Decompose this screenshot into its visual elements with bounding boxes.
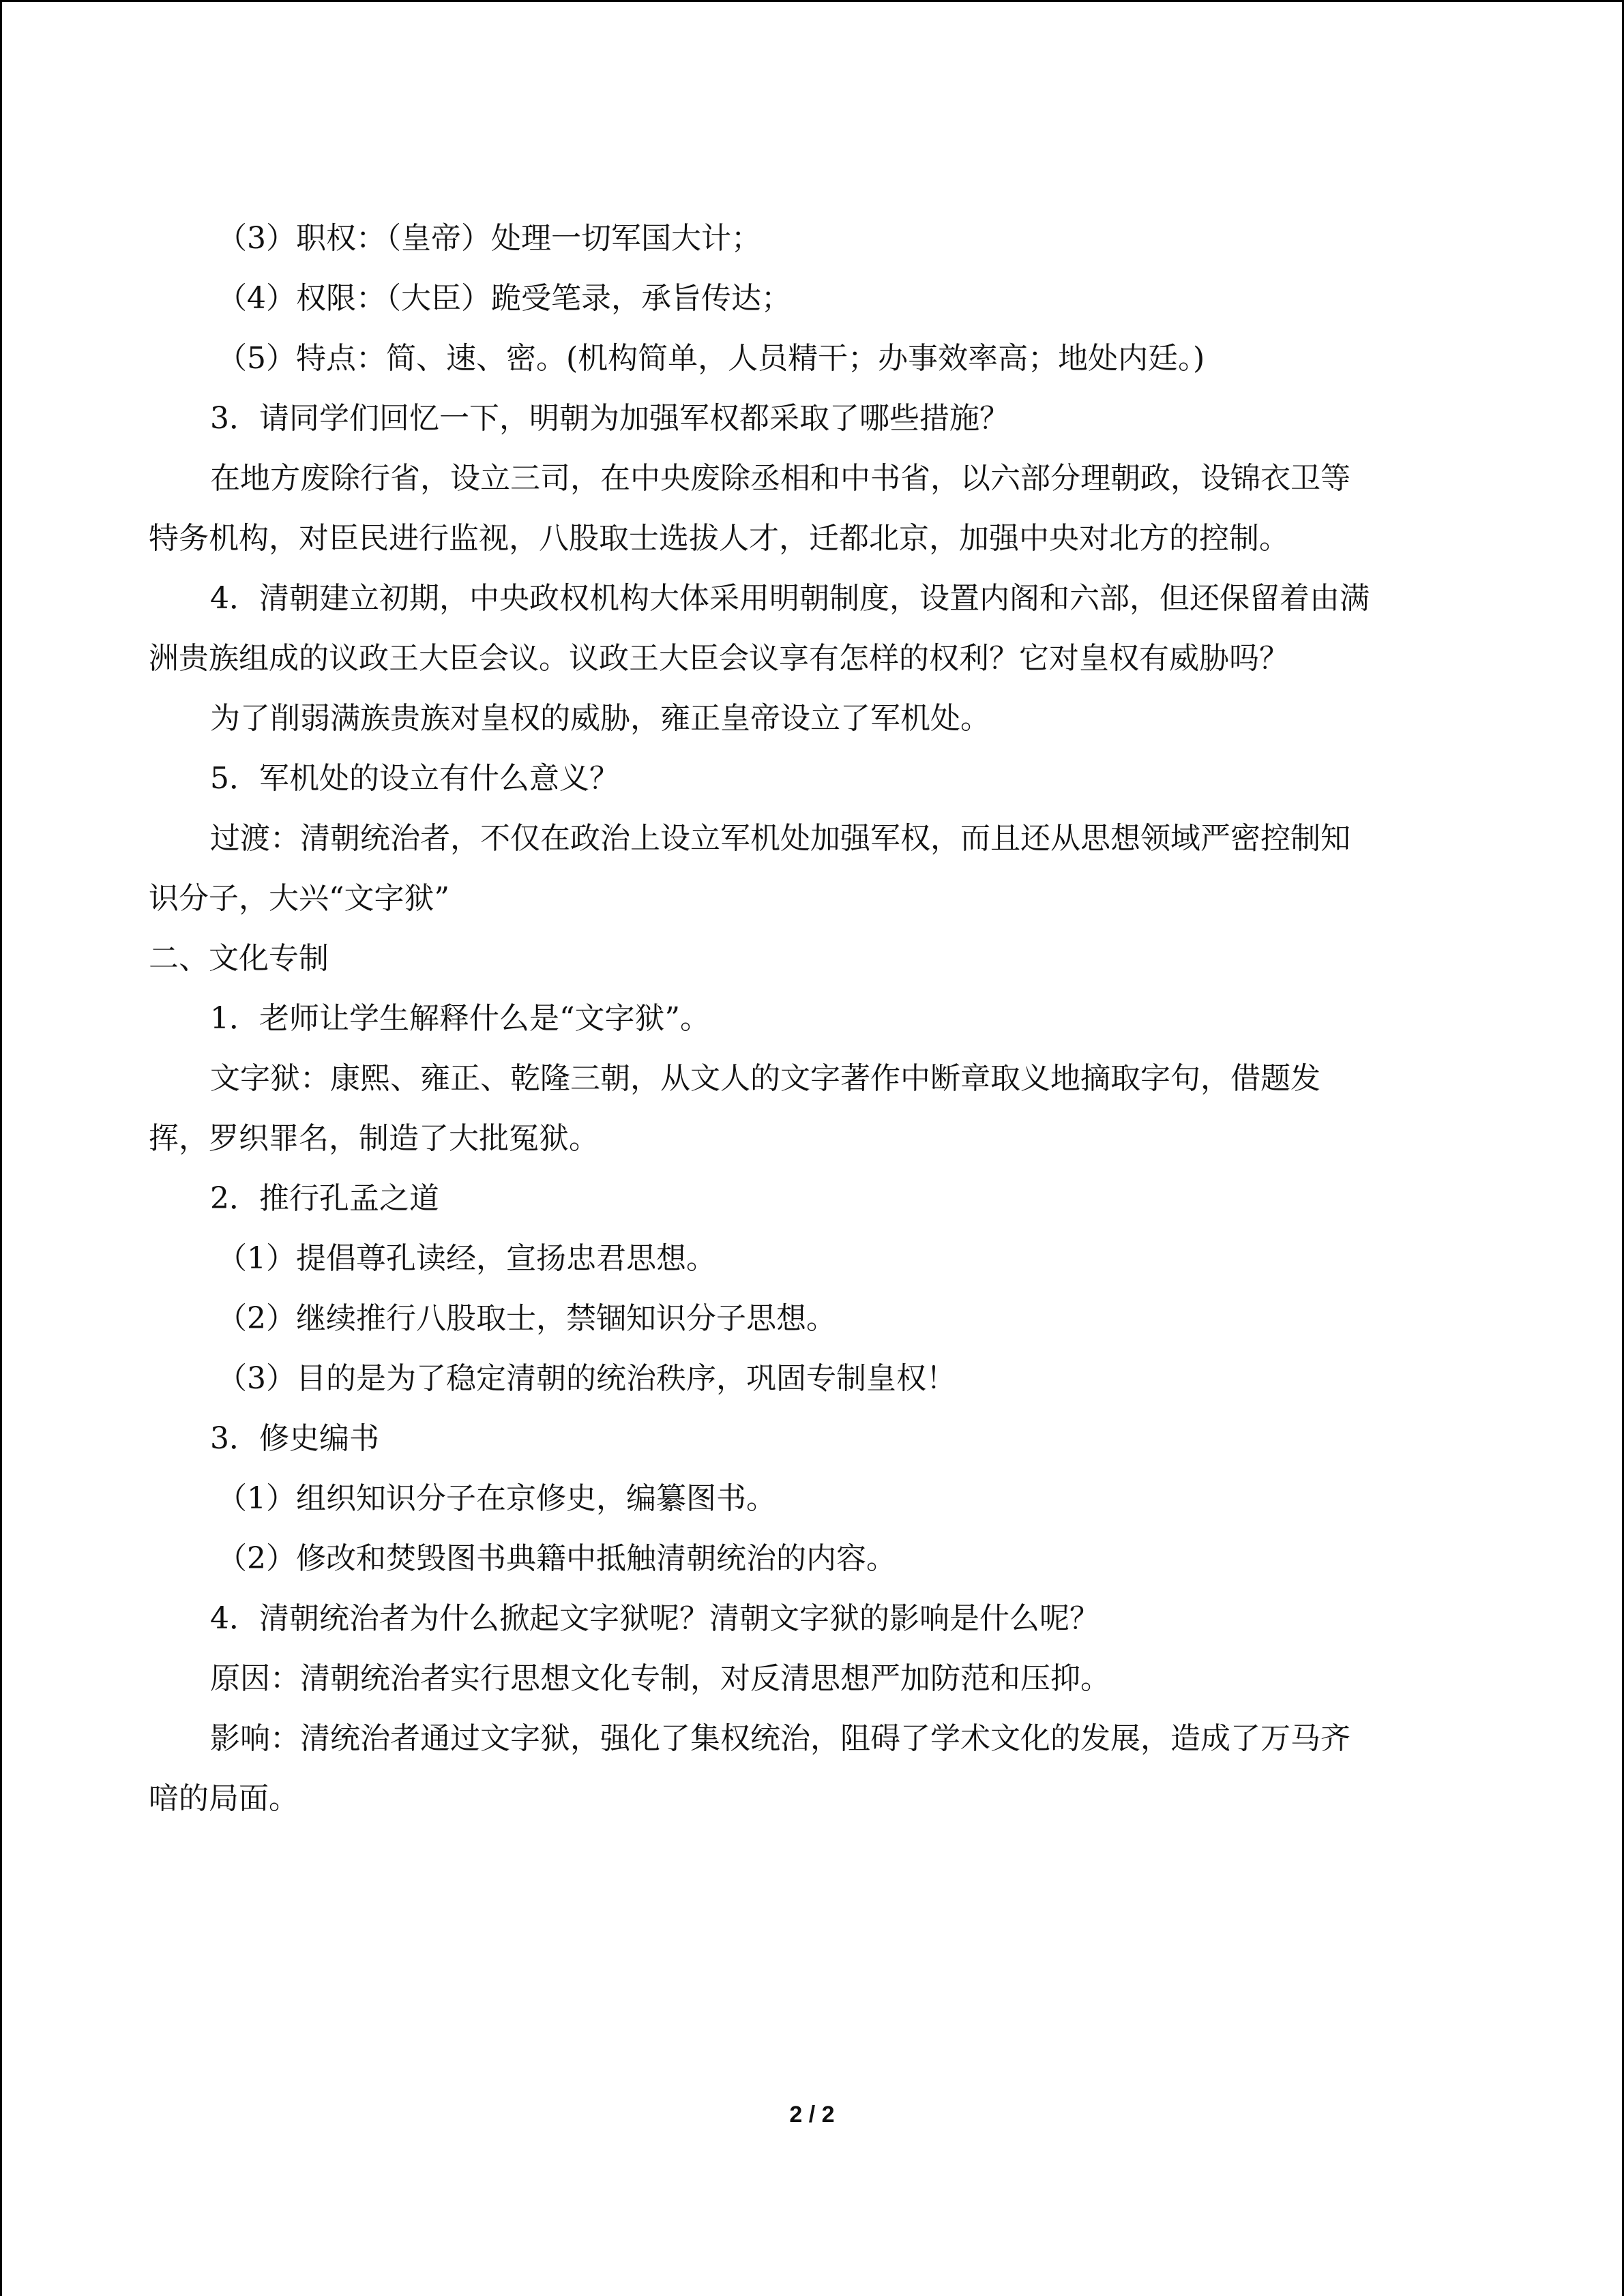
paragraph-line: 特务机构，对臣民进行监视，八股取士选拔人才，迁都北京，加强中央对北方的控制。	[149, 521, 1289, 556]
list-item: （1）提倡尊孔读经，宣扬忠君思想。	[217, 1241, 716, 1276]
paragraph-line: 原因：清朝统治者实行思想文化专制，对反清思想严加防范和压抑。	[210, 1661, 1110, 1696]
list-item: （2）修改和焚毁图书典籍中抵触清朝统治的内容。	[217, 1541, 896, 1576]
list-item: （3）目的是为了稳定清朝的统治秩序，巩固专制皇权！	[217, 1361, 956, 1396]
document-body	[149, 209, 1479, 1829]
paragraph-line: 喑的局面。	[149, 1781, 299, 1816]
list-item: （2）继续推行八股取士，禁锢知识分子思想。	[217, 1301, 836, 1336]
question-line: 5．军机处的设立有什么意义？	[210, 761, 619, 796]
text-line: （4）权限：（大臣）跪受笔录，承旨传达；	[217, 281, 791, 316]
question-line: 4．清朝建立初期，中央政权机构大体采用明朝制度，设置内阁和六部，但还保留着由满	[210, 581, 1370, 616]
paragraph-line: 过渡：清朝统治者，不仅在政治上设立军机处加强军权，而且还从思想领域严密控制知	[210, 821, 1350, 856]
paragraph-line: 在地方废除行省，设立三司，在中央废除丞相和中书省，以六部分理朝政，设锦衣卫等	[210, 461, 1350, 496]
question-line: 洲贵族组成的议政王大臣会议。议政王大臣会议享有怎样的权利？它对皇权有威胁吗？	[149, 641, 1289, 676]
paragraph-line: 为了削弱满族贵族对皇权的威胁，雍正皇帝设立了军机处。	[210, 701, 990, 736]
subsection-heading: 2．推行孔孟之道	[210, 1181, 439, 1216]
page-number: 2 / 2	[789, 2102, 835, 2128]
section-heading: 二、文化专制	[149, 941, 329, 976]
list-item: （1）组织知识分子在京修史，编纂图书。	[217, 1481, 776, 1516]
paragraph-line: 文字狱：康熙、雍正、乾隆三朝，从文人的文字著作中断章取义地摘取字句，借题发	[210, 1061, 1320, 1096]
subsection-heading: 3．修史编书	[210, 1421, 379, 1456]
text-line: （5）特点：简、速、密。(机构简单，人员精干；办事效率高；地处内廷。)	[217, 341, 1205, 376]
question-line: 3．请同学们回忆一下，明朝为加强军权都采取了哪些措施？	[210, 401, 1009, 436]
paragraph-line: 影响：清统治者通过文字狱，强化了集权统治，阻碍了学术文化的发展，造成了万马齐	[210, 1721, 1350, 1756]
paragraph-line: 识分子，大兴“文字狱”	[149, 881, 449, 916]
paragraph-line: 挥，罗织罪名，制造了大批冤狱。	[149, 1121, 599, 1156]
question-line: 4．清朝统治者为什么掀起文字狱呢？清朝文字狱的影响是什么呢？	[210, 1601, 1099, 1636]
question-line: 1．老师让学生解释什么是“文字狱”。	[210, 1001, 710, 1036]
text-line: （3）职权：（皇帝）处理一切军国大计；	[217, 221, 761, 256]
